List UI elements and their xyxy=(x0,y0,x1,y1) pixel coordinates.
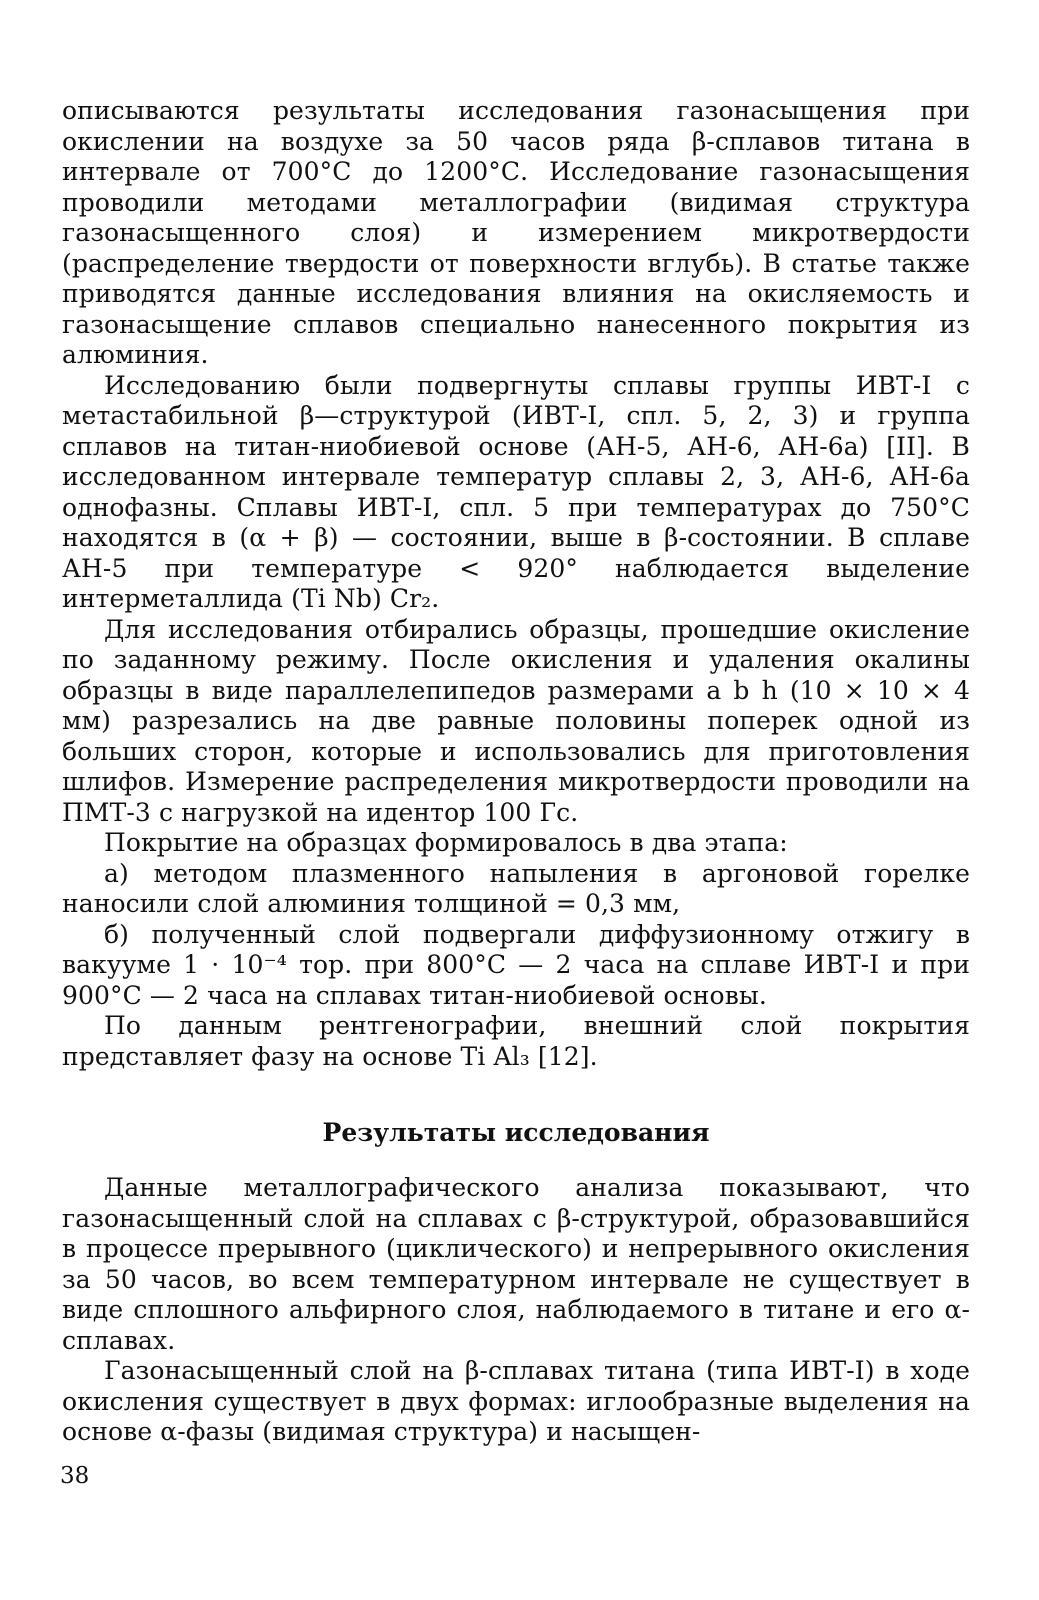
paragraph-gas-layer: Газонасыщенный слой на β-сплавах титана (типа ИВТ-I) в ходе окисления существует в двух формах: иглообразные выделения на основе α-фазы (видимая структура) и насыщен- xyxy=(62,1356,970,1446)
paragraph-samples: Для исследования отбирались образцы, прошедшие окисление по заданному режиму. После окисления и удаления окалины образцы в виде параллелепипедов размерами a b h (10 × 10 × 4 мм) разрезались на две равные половины поперек одной из больших сторон, которые и использовались для приготовления шлифов. Измерение распределения микротвердости проводили на ПМТ-3 с нагрузкой на идентор 100 Гс. xyxy=(62,614,970,827)
paragraph-intro: описываются результаты исследования газонасыщения при окислении на воздухе за 50 часов ряда β-сплавов титана в интервале от 700°С до 1200°С. Исследование газонасыщения проводили методами металлографии (видимая структура газонасыщенного слоя) и измерением микротвердости (распределение твердости от поверхности вглубь). В статье также приводятся данные исследования влияния на окисляемость и газонасыщение сплавов специально нанесенного покрытия из алюминия. xyxy=(62,96,970,369)
list-item-b: б) полученный слой подвергали диффузионному отжигу в вакууме 1 · 10⁻⁴ тор. при 800°С — 2 часа на сплаве ИВТ-I и при 900°С — 2 часа на сплавах титан-ниобиевой основы. xyxy=(62,919,970,1010)
page-number: 38 xyxy=(60,1463,90,1489)
body-text-top xyxy=(62,96,970,1072)
body-text-bottom xyxy=(62,1173,970,1448)
section-heading: Результаты исследования xyxy=(322,1118,710,1147)
paragraph-metallography: Данные металлографического анализа показывают, что газонасыщенный слой на сплавах с β-структурой, образовавшийся в процессе прерывного (циклического) и непрерывного окисления за 50 часов, во всем температурном интервале не существует в виде сплошного альфирного слоя, наблюдаемого в титане и его α-сплавах. xyxy=(62,1173,970,1355)
paragraph-xray: По данным рентгенографии, внешний слой покрытия представляет фазу на основе Ti Al₃ [12]. xyxy=(62,1011,970,1071)
paragraph-coating: Покрытие на образцах формировалось в два этапа: xyxy=(104,828,788,857)
paragraph-alloys: Исследованию были подвергнуты сплавы группы ИВТ-I с метастабильной β—структурой (ИВТ-I, спл. 5, 2, 3) и группа сплавов на титан-ниобиевой основе (АН-5, АН-6, АН-6а) [II]. В исследованном интервале температур сплавы 2, 3, АН-6, АН-6а однофазны. Сплавы ИВТ-I, спл. 5 при температурах до 750°С находятся в (α + β) — состоянии, выше в β-состоянии. В сплаве АН-5 при температуре < 920° наблюдается выделение интерметаллида (Ti Nb) Cr₂. xyxy=(62,370,970,613)
list-item-a: а) методом плазменного напыления в аргоновой горелке наносили слой алюминия толщиной = 0,3 мм, xyxy=(62,858,970,918)
